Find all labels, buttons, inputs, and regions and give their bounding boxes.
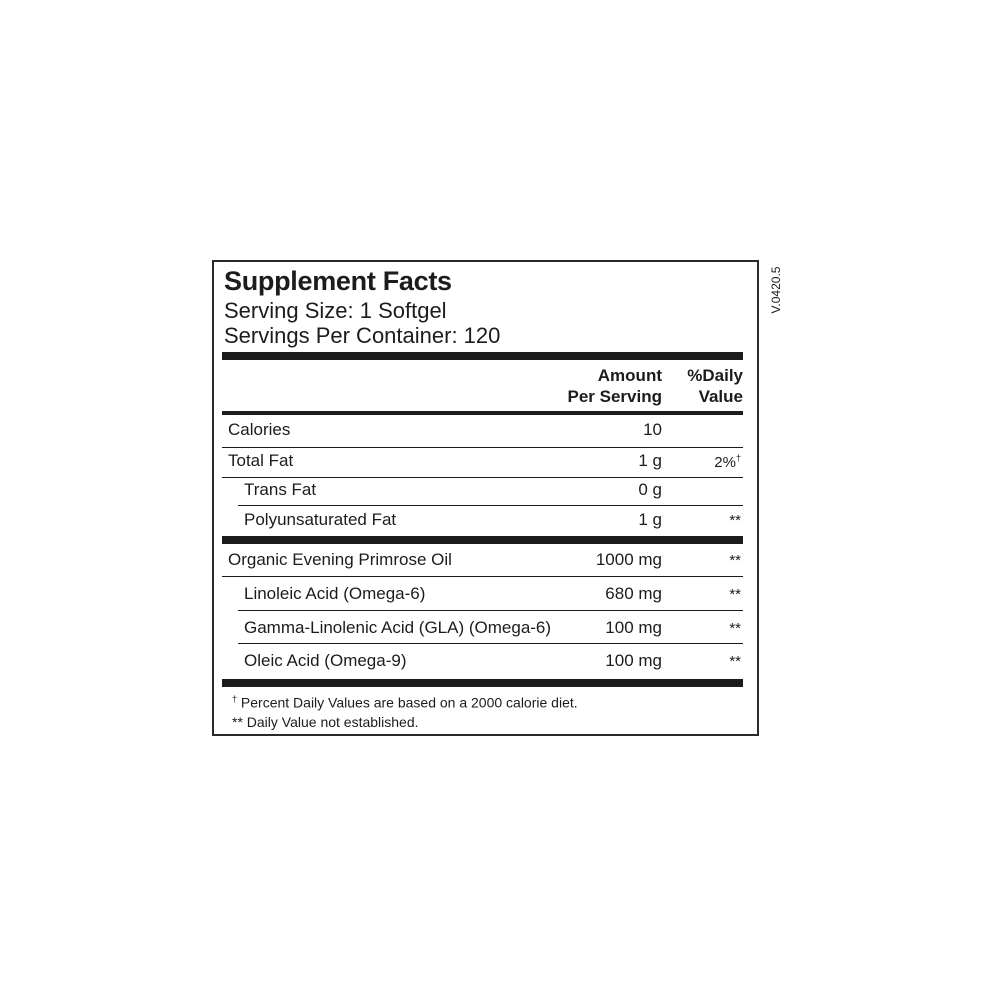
dv-header-line1: %Daily bbox=[687, 366, 743, 385]
row-name: Calories bbox=[228, 420, 291, 439]
row-divider bbox=[222, 447, 743, 448]
row-divider bbox=[238, 610, 743, 611]
row-name: Trans Fat bbox=[244, 480, 317, 499]
row-divider bbox=[222, 477, 743, 478]
row-divider bbox=[222, 576, 743, 577]
amount-header-line1: Amount bbox=[597, 366, 662, 385]
row-amount: 1 g bbox=[638, 451, 662, 470]
panel-title: Supplement Facts bbox=[224, 266, 452, 296]
row-amount: 680 mg bbox=[605, 584, 662, 603]
row-daily-value bbox=[714, 453, 741, 471]
row-amount: 100 mg bbox=[605, 618, 662, 637]
divider-thick-middle bbox=[222, 536, 743, 544]
footnote-dagger-text: Percent Daily Values are based on a 2000 calorie diet. bbox=[240, 694, 578, 711]
row-name: Gamma-Linolenic Acid (GLA) (Omega-6) bbox=[244, 618, 552, 637]
divider-thick-top bbox=[222, 352, 743, 360]
row-name: Linoleic Acid (Omega-6) bbox=[244, 584, 426, 603]
row-daily-value: ** bbox=[729, 586, 741, 603]
footnote-dagger: † bbox=[232, 694, 238, 704]
row-daily-value: ** bbox=[729, 653, 741, 670]
servings-per-container: Servings Per Container: 120 bbox=[224, 323, 501, 348]
row-name: Organic Evening Primrose Oil bbox=[228, 550, 452, 569]
row-daily-value: ** bbox=[729, 512, 741, 529]
row-daily-value: ** bbox=[729, 552, 741, 569]
amount-per-serving-header bbox=[568, 365, 663, 407]
serving-size: Serving Size: 1 Softgel bbox=[224, 298, 447, 323]
version-code-text: V.0420.5 bbox=[769, 266, 783, 314]
row-name: Oleic Acid (Omega-9) bbox=[244, 651, 407, 670]
footnote-daily-values bbox=[232, 694, 578, 711]
row-divider bbox=[238, 505, 743, 506]
row-amount: 1 g bbox=[638, 510, 662, 529]
row-name: Polyunsaturated Fat bbox=[244, 510, 397, 529]
dv-value: 2% bbox=[714, 454, 736, 471]
divider-header bbox=[222, 411, 743, 415]
row-amount: 10 bbox=[643, 420, 662, 439]
row-amount: 0 g bbox=[638, 480, 662, 499]
row-amount: 100 mg bbox=[605, 651, 662, 670]
row-amount: 1000 mg bbox=[595, 550, 662, 569]
amount-header-line2: Per Serving bbox=[567, 387, 662, 406]
version-code bbox=[762, 264, 790, 316]
footnote-not-established: ** Daily Value not established. bbox=[232, 714, 419, 730]
divider-thick-bottom bbox=[222, 679, 743, 687]
row-divider bbox=[238, 643, 743, 644]
daily-value-header bbox=[687, 365, 743, 407]
row-name: Total Fat bbox=[228, 451, 294, 470]
supplement-facts-panel bbox=[212, 260, 759, 736]
row-daily-value: ** bbox=[729, 620, 741, 637]
dv-header-line2: Value bbox=[698, 387, 743, 406]
dagger-mark: † bbox=[735, 453, 741, 463]
